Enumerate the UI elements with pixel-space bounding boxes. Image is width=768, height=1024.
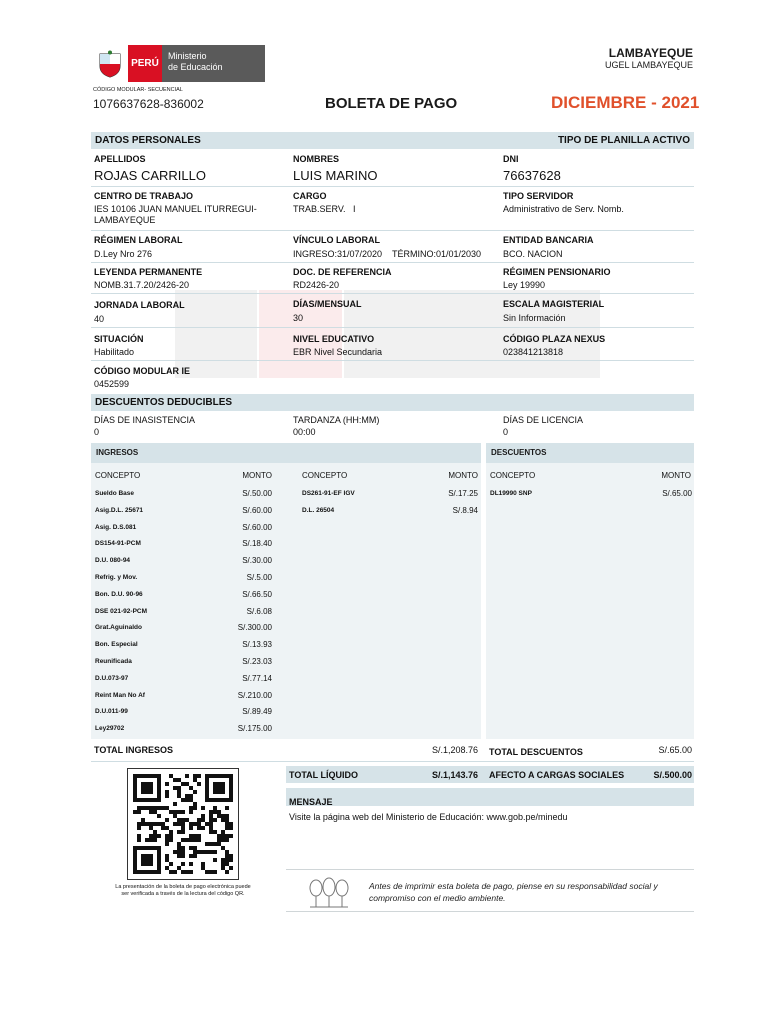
qr-code-icon: [133, 774, 233, 874]
concept-name: Asig. D.S.081: [95, 523, 137, 531]
concept-amount: S/.77.14: [242, 673, 272, 683]
regimen-label: RÉGIMEN LABORAL: [94, 235, 183, 245]
ingresos-col-monto: MONTO: [242, 471, 272, 480]
tipo-servidor-label: TIPO SERVIDOR: [503, 191, 574, 201]
cargo-label: CARGO: [293, 191, 327, 201]
concept-amount: S/.30.00: [242, 556, 272, 566]
situacion-label: SITUACIÓN: [94, 334, 144, 344]
tipo-servidor-value: Administrativo de Serv. Nomb.: [503, 204, 624, 214]
nivel-label: NIVEL EDUCATIVO: [293, 334, 375, 344]
concept-amount: S/.300.00: [237, 623, 272, 633]
concept-name: Bon. D.U. 90-96: [95, 590, 143, 598]
eco-text: Antes de imprimir esta boleta de pago, piense en su responsabilidad social y compromiso con el medio ambiente.: [369, 881, 658, 903]
period: DICIEMBRE - 2021: [551, 93, 700, 112]
banco-value: BCO. NACION: [503, 249, 563, 259]
licencia-value: 0: [503, 427, 509, 437]
cargo-value: TRAB.SERV. I: [293, 204, 356, 214]
ministry-line2: de Educación: [168, 62, 223, 72]
plaza-value: 023841213818: [503, 347, 564, 357]
modular-value: 0452599: [94, 379, 130, 389]
descuentos-header: [486, 443, 694, 463]
concept-amount: S/.66.50: [242, 589, 272, 599]
ugel-name: UGEL LAMBAYEQUE: [604, 60, 693, 70]
concept-amount: S/.50.00: [242, 489, 272, 498]
concept-amount: S/.210.00: [237, 690, 272, 700]
concept-name: D.U.011-99: [95, 708, 128, 716]
concept-amount: S/.60.00: [242, 522, 272, 532]
personal-section-header: [91, 132, 694, 149]
mensaje-title: MENSAJE: [289, 797, 333, 807]
descuentos-table: [486, 443, 694, 739]
descuentos-col-monto: MONTO: [661, 471, 691, 480]
concept-amount: S/.5.00: [246, 573, 272, 582]
dni-value: 76637628: [503, 168, 561, 183]
concept-name: Reunificada: [95, 658, 132, 665]
mensaje-text: Visite la página web del Ministerio de Educación: www.gob.pe/minedu: [289, 812, 568, 822]
concept-name: DSE 021-92-PCM: [95, 607, 148, 615]
row-separator: [91, 186, 694, 187]
planilla-type: TIPO DE PLANILLA ACTIVO: [557, 135, 690, 146]
leyenda-label: LEYENDA PERMANENTE: [94, 267, 203, 277]
nivel-value: EBR Nivel Secundaria: [293, 347, 383, 357]
licencia-label: DÍAS DE LICENCIA: [503, 415, 584, 425]
tardanza-value: 00:00: [293, 427, 316, 437]
total-descuentos-value: S/.65.00: [658, 745, 692, 755]
deducibles-section-header: [91, 394, 694, 411]
docref-label: DOC. DE REFERENCIA: [293, 267, 392, 277]
termino-value: TÉRMINO:01/01/2030: [392, 249, 482, 259]
apellidos-label: APELLIDOS: [94, 154, 146, 164]
coat-of-arms-icon: [91, 45, 128, 82]
concept-name: DL19990 SNP: [490, 490, 532, 497]
ministry-logo-gray: [162, 45, 265, 82]
total-liquido-label: TOTAL LÍQUIDO: [289, 770, 358, 780]
row-separator: [91, 327, 694, 328]
total-descuentos-label: TOTAL DESCUENTOS: [489, 747, 583, 757]
concept-name: Ley29702: [95, 725, 125, 733]
concept-amount: S/.23.03: [242, 657, 272, 666]
qr-caption: La presentación de la boleta de pago electrónica puede ser verificada a través de la lectura del código QR.: [115, 884, 251, 897]
inasistencia-value: 0: [94, 427, 100, 437]
concept-amount: S/.89.49: [242, 707, 272, 717]
concept-name: Refrig. y Mov.: [95, 574, 138, 581]
ingreso-value: INGRESO:31/07/2020: [293, 249, 383, 259]
concept-name: D.U.073-97: [95, 674, 129, 682]
ingresos-col-concepto: CONCEPTO: [95, 471, 141, 480]
concept-name: D.L. 26504: [302, 506, 335, 514]
concept-name: DS154-91-PCM: [95, 540, 141, 548]
ingresos-col-monto-2: MONTO: [448, 471, 478, 480]
concept-amount: S/.6.08: [246, 606, 272, 616]
banco-label: ENTIDAD BANCARIA: [503, 235, 594, 245]
concept-name: Grat.Aguinaldo: [95, 624, 142, 632]
jornada-value: 40: [94, 314, 105, 324]
ingresos-table: [91, 443, 481, 739]
situacion-value: Habilitado: [94, 347, 135, 357]
code-value: 1076637628-836002: [93, 97, 204, 111]
row-separator: [91, 230, 694, 231]
vinculo-label: VÍNCULO LABORAL: [293, 235, 380, 245]
centro-value: IES 10106 JUAN MANUEL ITURREGUI-LAMBAYEQUE: [94, 204, 257, 225]
code-label: CÓDIGO MODULAR- SECUENCIAL: [93, 87, 183, 93]
descuentos-title: DESCUENTOS: [491, 448, 547, 457]
eco-sep-top: [286, 869, 694, 870]
mensaje-band: [286, 788, 694, 806]
concept-name: Bon. Especial: [95, 641, 138, 649]
concept-name: Asig.D.L. 25671: [95, 506, 144, 514]
regimen-value: D.Ley Nro 276: [94, 249, 153, 259]
row-separator: [91, 293, 694, 294]
minedu-logo: [91, 45, 265, 82]
logo-text: PERÚ: [131, 58, 159, 69]
tardanza-label: TARDANZA (HH:MM): [293, 415, 380, 425]
qr-frame: [127, 768, 239, 880]
concept-amount: S/.8.94: [452, 505, 478, 515]
nombres-value: LUIS MARINO: [293, 168, 378, 183]
concept-amount: S/.60.00: [242, 505, 272, 515]
concept-name: Sueldo Base: [95, 490, 135, 497]
concept-name: D.U. 080-94: [95, 557, 131, 565]
trees-icon: [306, 877, 352, 909]
jornada-label: JORNADA LABORAL: [94, 300, 185, 310]
concept-amount: S/.18.40: [242, 539, 272, 549]
ingresos-header: [91, 443, 481, 463]
afecto-value: S/.500.00: [653, 770, 692, 780]
ingresos-title: INGRESOS: [96, 448, 139, 457]
total-ingresos-value: S/.1,208.76: [431, 745, 478, 755]
pension-value: Ley 19990: [503, 280, 546, 290]
concept-name: Reint Man No Af: [95, 691, 145, 699]
concept-amount: S/.13.93: [242, 640, 272, 650]
row-separator: [91, 761, 694, 762]
concept-amount: S/.65.00: [662, 489, 692, 498]
dias-label: DÍAS/MENSUAL: [293, 299, 362, 309]
dni-label: DNI: [503, 154, 519, 164]
row-separator: [91, 262, 694, 263]
afecto-label: AFECTO A CARGAS SOCIALES: [489, 770, 625, 780]
total-liquido-value: S/.1,143.76: [431, 770, 478, 780]
nombres-label: NOMBRES: [293, 154, 340, 164]
docref-value: RD2426-20: [293, 280, 340, 290]
concept-name: DS261-91-EF IGV: [302, 490, 355, 497]
escala-value: Sin Información: [503, 313, 566, 323]
descuentos-col-concepto: CONCEPTO: [490, 471, 536, 480]
row-separator: [91, 360, 694, 361]
concept-amount: S/.17.25: [448, 489, 478, 498]
plaza-label: CÓDIGO PLAZA NEXUS: [503, 334, 606, 344]
pension-label: RÉGIMEN PENSIONARIO: [503, 267, 611, 277]
deducibles-section-title: DESCUENTOS DEDUCIBLES: [95, 397, 233, 408]
concept-amount: S/.175.00: [237, 724, 272, 734]
doc-title: BOLETA DE PAGO: [325, 95, 458, 112]
eco-sep-bottom: [286, 911, 694, 912]
modular-label: CÓDIGO MODULAR IE: [94, 366, 190, 376]
ingresos-col-concepto-2: CONCEPTO: [302, 471, 348, 480]
region-title: LAMBAYEQUE: [608, 46, 693, 60]
centro-label: CENTRO DE TRABAJO: [94, 191, 194, 201]
apellidos-value: ROJAS CARRILLO: [94, 168, 206, 183]
dias-value: 30: [293, 313, 304, 323]
ministry-line1: Ministerio: [168, 51, 207, 61]
inasistencia-label: DÍAS DE INASISTENCIA: [94, 415, 196, 425]
leyenda-value: NOMB.31.7.20/2426-20: [94, 280, 190, 290]
peru-logo-red: [128, 45, 162, 82]
escala-label: ESCALA MAGISTERIAL: [503, 299, 605, 309]
personal-section-title: DATOS PERSONALES: [95, 135, 201, 146]
total-ingresos-label: TOTAL INGRESOS: [94, 745, 174, 755]
